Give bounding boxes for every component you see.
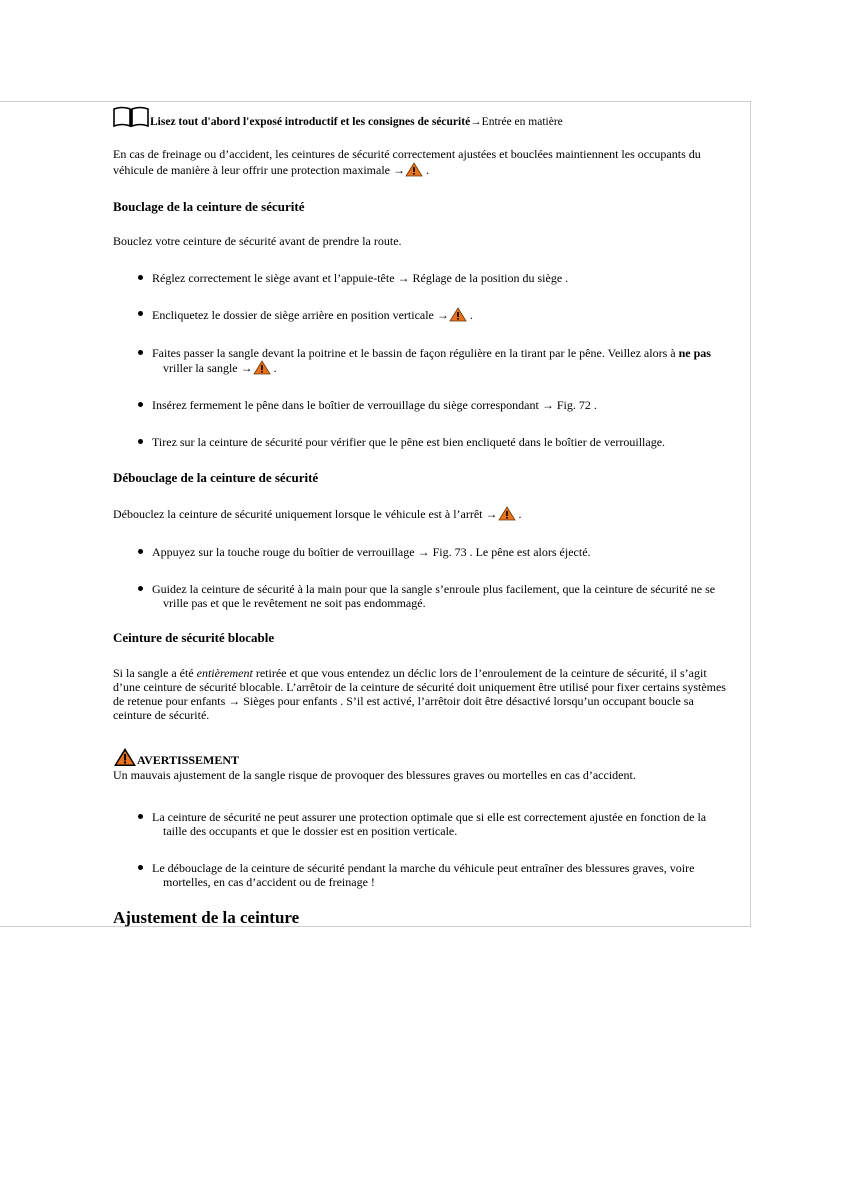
section3-line1-b: retirée et que vous entendez un déclic lors de l’enroulement de la ceinture de sécurité, il s’agit [252, 666, 707, 680]
book-icon [113, 106, 149, 128]
section-heading-ajustement: Ajustement de la ceinture [113, 908, 300, 927]
warning-icon[interactable] [498, 506, 516, 521]
list-item [152, 398, 727, 412]
list-item-text-cont: mortelles, en cas d’accident ou de freinage ! [163, 875, 375, 889]
section2-text-main: Débouclez la ceinture de sécurité uniquement lorsque le véhicule est à l’arrêt → [113, 507, 498, 521]
bullet-icon [138, 865, 143, 870]
list-item [152, 346, 727, 375]
warning-icon[interactable] [449, 307, 467, 322]
list-item-end: . [270, 361, 277, 375]
list-item-text: Encliquetez le dossier de siège arrière en position verticale → [152, 308, 449, 322]
section1-text: Bouclez votre ceinture de sécurité avant de prendre la route. [113, 234, 402, 248]
section3-line1 [113, 666, 733, 680]
intro-paragraph-line1: En cas de freinage ou d’accident, les ceintures de sécurité correctement ajustées et bouclées maintiennent les occupants du [113, 147, 701, 161]
list-item-text: Appuyez sur la touche rouge du boîtier de verrouillage → Fig. 73 . Le pêne est alors éjecté. [152, 545, 591, 559]
section3-line4: ceinture de sécurité. [113, 708, 210, 722]
bullet-icon [138, 402, 143, 407]
list-item-text: Tirez sur la ceinture de sécurité pour vérifier que le pêne est bien encliqueté dans le boîtier de verrouillage. [152, 435, 666, 449]
bullet-icon [138, 350, 143, 355]
list-item-text: Insérez fermement le pêne dans le boîtier de verrouillage du siège correspondant → Fig. 72 . [152, 398, 597, 412]
list-item [152, 435, 727, 449]
section3-paragraph [113, 666, 733, 722]
list-item-text-cont: taille des occupants et que le dossier est en position verticale. [163, 824, 458, 838]
list-item-bold: ne pas [678, 346, 711, 360]
intro-paragraph-line2 [113, 162, 733, 178]
list-item [152, 271, 727, 285]
list-item-text-cont: vriller la sangle → [163, 361, 253, 375]
list-item-text: Guidez la ceinture de sécurité à la main pour que la sangle s’enroule plus facilement, que la ceinture de sécurité ne se [152, 582, 716, 596]
list-item [152, 861, 727, 889]
intro-link[interactable]: →Entrée en matière [470, 116, 563, 128]
section3-line1-em: entièrement [196, 666, 253, 680]
bullet-icon [138, 549, 143, 554]
bullet-icon [138, 275, 143, 280]
list-item [152, 582, 727, 610]
list-item [152, 545, 727, 559]
intro-paragraph-line2-text: véhicule de manière à leur offrir une protection maximale → [113, 163, 405, 177]
section2-text [113, 506, 733, 522]
warning-title-line [113, 747, 733, 768]
warning-icon[interactable] [253, 360, 271, 375]
intro-paragraph [113, 147, 733, 178]
bullet-icon [138, 586, 143, 591]
list-item-text: Le débouclage de la ceinture de sécurité pendant la marche du véhicule peut entraîner des blessures graves, voire [152, 861, 695, 875]
section2-text-end: . [515, 507, 522, 521]
intro-line [113, 104, 563, 128]
list-item-text: Faites passer la sangle devant la poitrine et le bassin de façon régulière en la tirant par le pêne. Veillez alors à [152, 346, 679, 360]
list-item-text-cont: vrille pas et que le revêtement ne soit pas endommagé. [163, 596, 426, 610]
list-item-text: Réglez correctement le siège avant et l’appuie-tête → Réglage de la position du siège . [152, 271, 569, 285]
bullet-icon [138, 311, 143, 316]
list-item [152, 810, 727, 838]
intro-bold-text: Lisez tout d'abord l'exposé introductif et les consignes de sécurité [150, 116, 471, 128]
bullet-icon [138, 439, 143, 444]
section-heading-debouclage: Débouclage de la ceinture de sécurité [113, 470, 319, 485]
section3-line2: d’une ceinture de sécurité blocable. L’arrêtoir de la ceinture de sécurité doit uniquement être utilisé pour fixer certains systèmes [113, 680, 726, 694]
warning-block [113, 747, 733, 783]
intro-paragraph-line2-end: . [423, 163, 429, 177]
section-heading-blocable: Ceinture de sécurité blocable [113, 630, 275, 645]
list-item-text: La ceinture de sécurité ne peut assurer une protection optimale que si elle est correctement ajustée en fonction de la [152, 810, 707, 824]
section-heading-bouclage: Bouclage de la ceinture de sécurité [113, 199, 305, 214]
list-item-end: . [466, 308, 473, 322]
list-item [152, 307, 727, 322]
warning-icon [113, 747, 137, 767]
bullet-icon [138, 814, 143, 819]
section3-line3: de retenue pour enfants → Sièges pour enfants . S’il est activé, l’arrêtoir doit être désactivé lorsqu’un occupant boucle sa [113, 694, 694, 708]
warning-title: AVERTISSEMENT [137, 753, 240, 767]
warning-text: Un mauvais ajustement de la sangle risque de provoquer des blessures graves ou mortelles en cas d’accident. [113, 768, 636, 782]
section3-line1-a: Si la sangle a été [113, 666, 197, 680]
warning-icon[interactable] [405, 162, 423, 177]
